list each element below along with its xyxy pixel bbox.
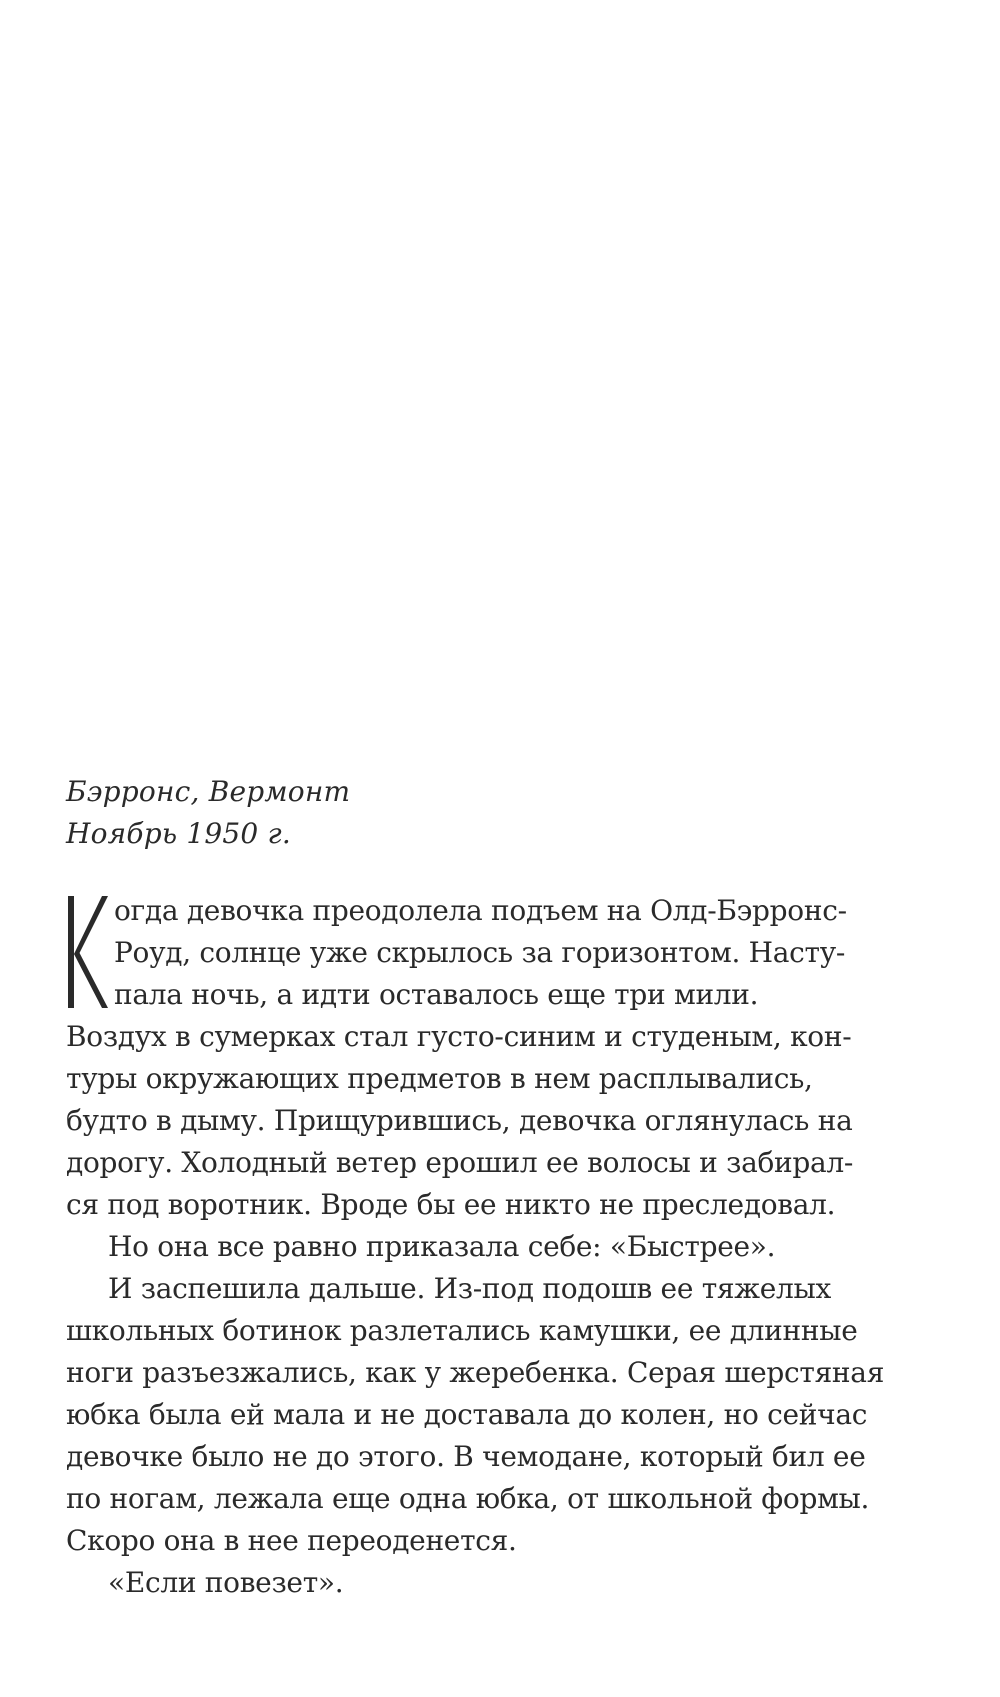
text-line: Роуд, солнце уже скрылось за горизонтом. Насту- [114,936,846,969]
text-line: юбка была ей мала и не доставала до колен, но сейчас [66,1398,868,1431]
chapter-epigraph [66,771,350,855]
date-line: Ноябрь 1950 г. [66,817,291,850]
text-line: ноги разъезжались, как у жеребенка. Серая шерстяная [66,1356,885,1389]
text-line: И заспешила дальше. Из-под подошв ее тяжелых [108,1272,831,1305]
body-text [66,890,886,1604]
text-line: будто в дыму. Прищурившись, девочка оглянулась на [66,1104,853,1137]
text-line: «Если повезет». [108,1566,344,1599]
text-line: туры окружающих предметов в нем расплывались, [66,1062,813,1095]
text-line: Воздух в сумерках стал густо-синим и студеным, кон- [66,1020,852,1053]
location-line: Бэрронс, Вермонт [66,775,351,808]
text-line: по ногам, лежала еще одна юбка, от школьной формы. [66,1482,870,1515]
text-line: Но она все равно приказала себе: «Быстрее». [108,1230,776,1263]
text-line: дорогу. Холодный ветер ерошил ее волосы и забирал- [66,1146,854,1179]
text-line: девочке было не до этого. В чемодане, который бил ее [66,1440,866,1473]
text-line: пала ночь, а идти оставалось еще три мили. [114,978,759,1011]
text-line: Скоро она в нее переоденется. [66,1524,517,1557]
text-line: школьных ботинок разлетались камушки, ее длинные [66,1314,858,1347]
text-line: огда девочка преодолела подъем на Олд-Бэрронс- [114,894,847,927]
text-line: ся под воротник. Вроде бы ее никто не преследовал. [66,1188,836,1221]
